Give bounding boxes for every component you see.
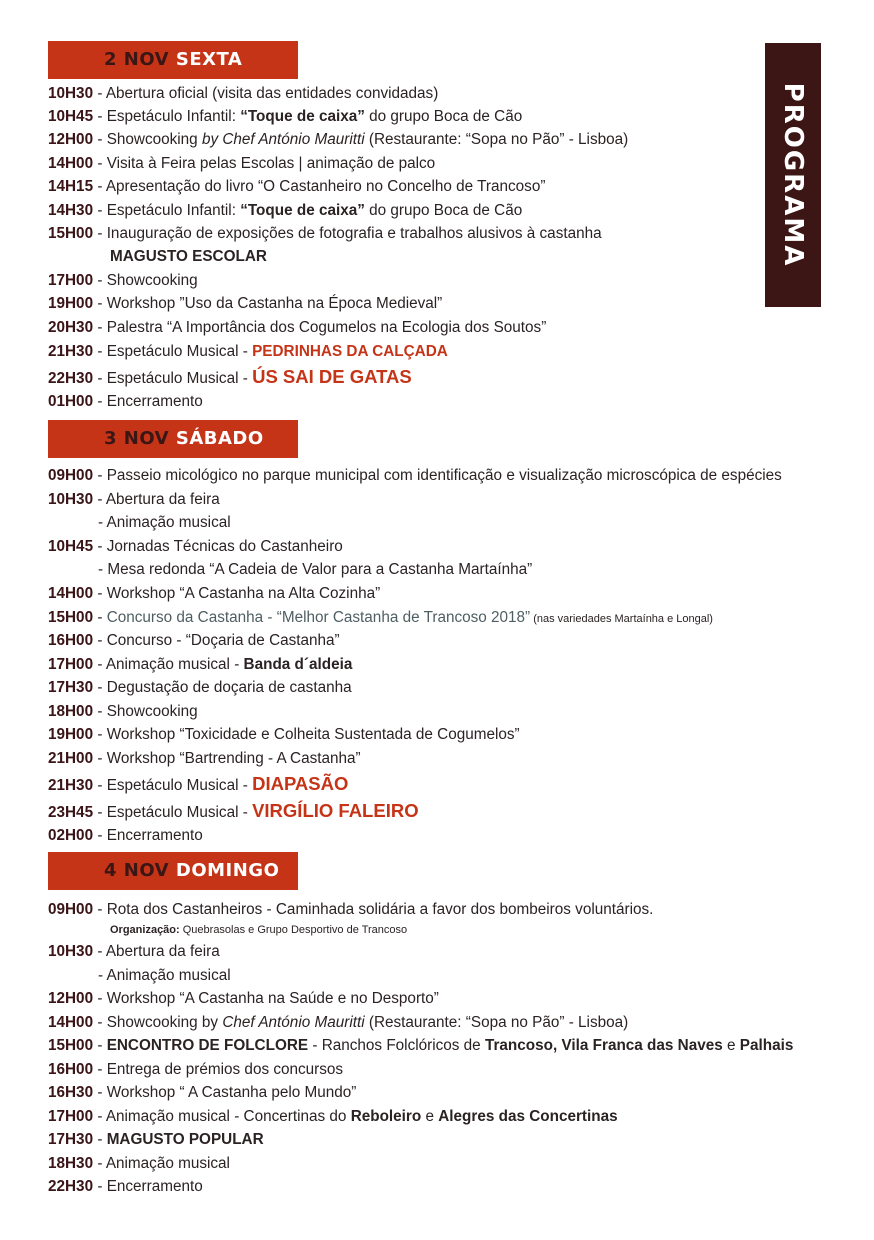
schedule-row: 19H00 - Workshop ”Uso da Castanha na Época Medieval”	[48, 295, 443, 312]
schedule-row: 23H45 - Espetáculo Musical - VIRGÍLIO FALEIRO	[48, 800, 419, 821]
schedule-row: 18H00 - Showcooking	[48, 703, 198, 720]
schedule-subrow: - Animação musical	[98, 967, 231, 984]
organization-note: Organização: Quebrasolas e Grupo Desportivo de Trancoso	[110, 924, 408, 936]
schedule-row: 12H00 - Workshop “A Castanha na Saúde e no Desporto”	[48, 990, 439, 1007]
schedule-row: 17H00 - Animação musical - Concertinas do Reboleiro e Alegres das Concertinas	[48, 1108, 618, 1125]
schedule-row: 14H00 - Showcooking by Chef António Mauritti (Restaurante: “Sopa no Pão” - Lisboa)	[48, 1014, 629, 1031]
day-weekday: DOMINGO	[175, 860, 280, 881]
schedule-subrow: - Animação musical	[98, 514, 231, 531]
schedule-row: 14H00 - Visita à Feira pelas Escolas | animação de palco	[48, 155, 436, 172]
programa-side-tab	[765, 43, 821, 307]
schedule-subrow: - Mesa redonda “A Cadeia de Valor para a Castanha Martaínha”	[98, 561, 533, 578]
schedule-row: 22H30 - Espetáculo Musical - ÚS SAI DE GATAS	[48, 366, 412, 387]
schedule-row: 17H30 - MAGUSTO POPULAR	[48, 1131, 264, 1148]
schedule-row: 17H00 - Showcooking	[48, 272, 198, 289]
schedule-row: 02H00 - Encerramento	[48, 827, 203, 844]
schedule-row: 17H30 - Degustação de doçaria de castanha	[48, 679, 352, 696]
schedule-row: 15H00 - Inauguração de exposições de fotografia e trabalhos alusivos à castanha	[48, 225, 602, 242]
schedule-row: 10H30 - Abertura da feira	[48, 491, 220, 508]
day-weekday: SÁBADO	[175, 428, 264, 449]
schedule-row: 21H30 - Espetáculo Musical - PEDRINHAS DA CALÇADA	[48, 343, 448, 360]
schedule-row: 16H30 - Workshop “ A Castanha pelo Mundo”	[48, 1084, 357, 1101]
day-date: 2 NOV	[104, 49, 170, 70]
schedule-row: 14H30 - Espetáculo Infantil: “Toque de caixa” do grupo Boca de Cão	[48, 202, 523, 219]
schedule-row: 15H00 - ENCONTRO DE FOLCLORE - Ranchos Folclóricos de Trancoso, Vila Franca das Naves e Palhais	[48, 1037, 794, 1054]
schedule-row: 22H30 - Encerramento	[48, 1178, 203, 1195]
schedule-row: 16H00 - Concurso - “Doçaria de Castanha”	[48, 632, 340, 649]
schedule-row: 09H00 - Rota dos Castanheiros - Caminhada solidária a favor dos bombeiros voluntários.	[48, 901, 654, 918]
schedule-row: 10H30 - Abertura oficial (visita das entidades convidadas)	[48, 85, 439, 102]
schedule-row: 16H00 - Entrega de prémios dos concursos	[48, 1061, 344, 1078]
day-date: 4 NOV	[104, 860, 170, 881]
schedule-row: 01H00 - Encerramento	[48, 393, 203, 410]
schedule-row: 12H00 - Showcooking by Chef António Mauritti (Restaurante: “Sopa no Pão” - Lisboa)	[48, 131, 629, 148]
schedule-row: 14H00 - Workshop “A Castanha na Alta Cozinha”	[48, 585, 381, 602]
day-header-domingo	[48, 852, 298, 890]
schedule-row: 18H30 - Animação musical	[48, 1155, 230, 1172]
programa-label: PROGRAMA	[778, 82, 808, 268]
schedule-row: 14H15 - Apresentação do livro “O Castanheiro no Concelho de Trancoso”	[48, 178, 546, 195]
schedule-row: 10H45 - Jornadas Técnicas do Castanheiro	[48, 538, 343, 555]
day-header-sexta	[48, 41, 298, 79]
schedule-row: 21H00 - Workshop “Bartrending - A Castanha”	[48, 750, 361, 767]
day-weekday: SEXTA	[175, 49, 243, 70]
schedule-row: 10H45 - Espetáculo Infantil: “Toque de caixa” do grupo Boca de Cão	[48, 108, 523, 125]
day-date: 3 NOV	[104, 428, 170, 449]
day-header-sabado	[48, 420, 298, 458]
schedule-row: 21H30 - Espetáculo Musical - DIAPASÃO	[48, 773, 349, 794]
schedule-row: 20H30 - Palestra “A Importância dos Cogumelos na Ecologia dos Soutos”	[48, 319, 547, 336]
schedule-row: 17H00 - Animação musical - Banda d´aldeia	[48, 656, 353, 673]
schedule-row: 15H00 - Concurso da Castanha - “Melhor Castanha de Trancoso 2018” (nas variedades Martaínha e Longal)	[48, 609, 713, 626]
schedule-row: 09H00 - Passeio micológico no parque municipal com identificação e visualização microscópica de espécies	[48, 467, 782, 484]
schedule-row: 19H00 - Workshop “Toxicidade e Colheita Sustentada de Cogumelos”	[48, 726, 520, 743]
schedule-row: 10H30 - Abertura da feira	[48, 943, 220, 960]
schedule-subrow: MAGUSTO ESCOLAR	[110, 248, 267, 265]
